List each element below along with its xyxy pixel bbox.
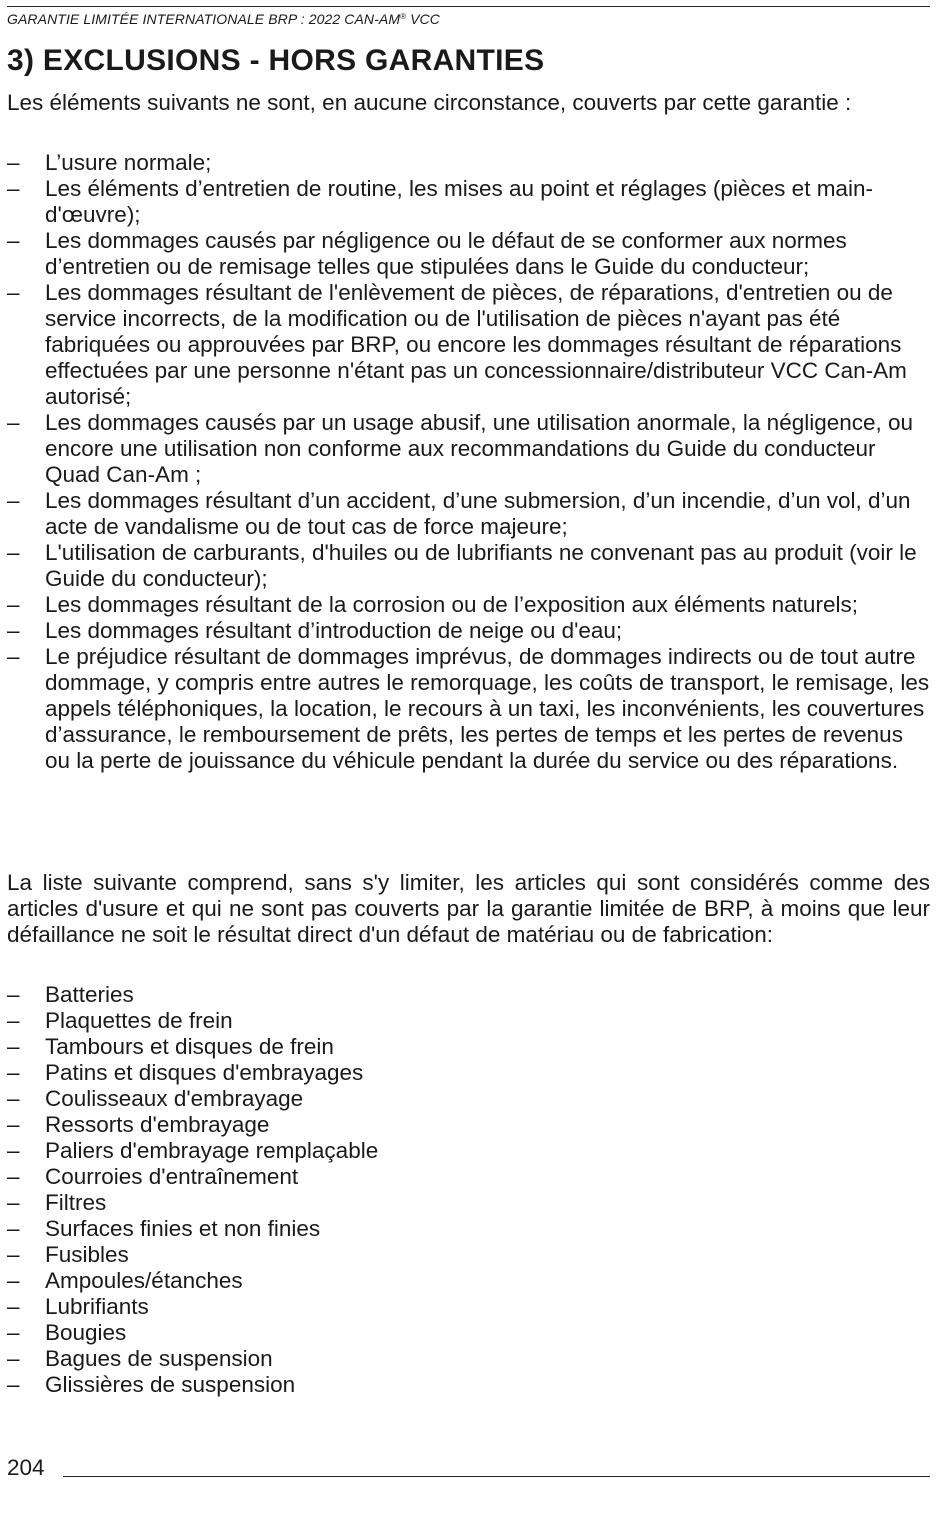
registered-mark: ® [400, 12, 407, 21]
list-item-text: Les dommages causés par un usage abusif, une utilisation anormale, la négligence, ou encore une utilisation non conforme aux recommandations du Guide du conducteur Quad Can-Am ; [45, 410, 914, 487]
list-item [7, 1138, 930, 1164]
dash-bullet: – [7, 1086, 20, 1111]
list-item-text: Batteries [45, 982, 134, 1007]
dash-bullet: – [7, 1216, 20, 1241]
dash-bullet: – [7, 488, 20, 513]
dash-bullet: – [7, 1190, 20, 1215]
wear-items-list [7, 982, 930, 1398]
list-item [7, 1008, 930, 1034]
list-item-text: Les dommages causés par négligence ou le défaut de se conformer aux normes d’entretien ou de remisage telles que stipulées dans le Guide du conducteur; [45, 228, 847, 279]
list-item-text: Filtres [45, 1190, 107, 1215]
dash-bullet: – [7, 1138, 20, 1163]
list-item [7, 644, 930, 774]
list-item-text: Plaquettes de frein [45, 1008, 233, 1033]
dash-bullet: – [7, 1034, 20, 1059]
list-item-text: Le préjudice résultant de dommages imprévus, de dommages indirects ou de tout autre dommage, y compris entre autres le remorquage, les coûts de transport, le remisage, les appels téléphoniques, la location, le recours à un taxi, les inconvénients, les couvertures d’assurance, le remboursement de prêts, les pertes de temps et les pertes de revenus ou la perte de jouissance du véhicule pendant la durée du service ou des réparations. [45, 644, 930, 773]
list-item-text: L'utilisation de carburants, d'huiles ou de lubrifiants ne convenant pas au produit (voir le Guide du conducteur); [45, 540, 917, 591]
list-item-text: Les dommages résultant d’introduction de neige ou d'eau; [45, 618, 623, 643]
dash-bullet: – [7, 1242, 20, 1267]
dash-bullet: – [7, 150, 20, 175]
dash-bullet: – [7, 1060, 20, 1085]
list-item [7, 488, 930, 540]
dash-bullet: – [7, 592, 20, 617]
footer-rule [63, 1476, 930, 1477]
list-item [7, 1060, 930, 1086]
list-item-text: Ampoules/étanches [45, 1268, 243, 1293]
list-item [7, 410, 930, 488]
list-item [7, 1242, 930, 1268]
dash-bullet: – [7, 644, 20, 669]
list-item [7, 1372, 930, 1398]
page-number: 204 [7, 1455, 45, 1480]
list-item-text: Patins et disques d'embrayages [45, 1060, 364, 1085]
list-item [7, 1034, 930, 1060]
list-item-text: Ressorts d'embrayage [45, 1112, 270, 1137]
list-item [7, 176, 930, 228]
list-item [7, 228, 930, 280]
exclusions-list [7, 150, 930, 774]
list-item [7, 1190, 930, 1216]
list-item-text: Lubrifiants [45, 1294, 149, 1319]
dash-bullet: – [7, 1372, 20, 1397]
list-item-text: Bagues de suspension [45, 1346, 273, 1371]
list-item [7, 1294, 930, 1320]
dash-bullet: – [7, 1346, 20, 1371]
dash-bullet: – [7, 540, 20, 565]
list-item-text: Tambours et disques de frein [45, 1034, 334, 1059]
intro-paragraph: Les éléments suivants ne sont, en aucune circonstance, couverts par cette garantie : [7, 90, 852, 115]
list-item-text: Surfaces finies et non finies [45, 1216, 321, 1241]
list-item [7, 1268, 930, 1294]
list-item [7, 1112, 930, 1138]
list-item-text: Glissières de suspension [45, 1372, 296, 1397]
list-item [7, 618, 930, 644]
running-header-title: GARANTIE LIMITÉE INTERNATIONALE BRP : 2022 CAN-AM [7, 11, 401, 27]
list-item-text: Paliers d'embrayage remplaçable [45, 1138, 379, 1163]
dash-bullet: – [7, 1294, 20, 1319]
list-item-text: Courroies d'entraînement [45, 1164, 299, 1189]
dash-bullet: – [7, 618, 20, 643]
list-item-text: Les dommages résultant de la corrosion ou de l’exposition aux éléments naturels; [45, 592, 858, 617]
list-item-text: Bougies [45, 1320, 127, 1345]
list-item [7, 592, 930, 618]
list-item-text: Coulisseaux d'embrayage [45, 1086, 304, 1111]
dash-bullet: – [7, 176, 20, 201]
list-item [7, 150, 930, 176]
dash-bullet: – [7, 1164, 20, 1189]
dash-bullet: – [7, 1008, 20, 1033]
list-item-text: Fusibles [45, 1242, 129, 1267]
section-title: 3) EXCLUSIONS - HORS GARANTIES [7, 44, 545, 77]
list-item-text: Les dommages résultant de l'enlèvement de pièces, de réparations, d'entretien ou de service incorrects, de la modification ou de l'utilisation de pièces n'ayant pas été fabriquées ou approuvées par BRP, ou encore les dommages résultant de réparations effectuées par une personne n'étant pas un concessionnaire/distributeur VCC Can-Am autorisé; [45, 280, 907, 409]
dash-bullet: – [7, 1320, 20, 1345]
list-item [7, 1086, 930, 1112]
dash-bullet: – [7, 1112, 20, 1137]
list-item [7, 1164, 930, 1190]
list-item-text: L’usure normale; [45, 150, 212, 175]
dash-bullet: – [7, 228, 20, 253]
dash-bullet: – [7, 1268, 20, 1293]
dash-bullet: – [7, 280, 20, 305]
list-item [7, 1346, 930, 1372]
running-header [7, 11, 440, 27]
wear-items-paragraph: La liste suivante comprend, sans s'y limiter, les articles qui sont considérés comme des articles d'usure et qui ne sont pas couverts par la garantie limitée de BRP, à moins que leur défaillance ne soit le résultat direct d'un défaut de matériau ou de fabrication: [7, 870, 930, 947]
dash-bullet: – [7, 982, 20, 1007]
list-item [7, 540, 930, 592]
header-rule [7, 6, 930, 7]
list-item [7, 1320, 930, 1346]
list-item-text: Les éléments d’entretien de routine, les mises au point et réglages (pièces et main-d'œuvre); [45, 176, 873, 227]
list-item [7, 280, 930, 410]
running-header-suffix: VCC [406, 11, 440, 27]
dash-bullet: – [7, 410, 20, 435]
list-item [7, 1216, 930, 1242]
list-item [7, 982, 930, 1008]
list-item-text: Les dommages résultant d’un accident, d’une submersion, d’un incendie, d’un vol, d’un acte de vandalisme ou de tout cas de force majeure; [45, 488, 911, 539]
